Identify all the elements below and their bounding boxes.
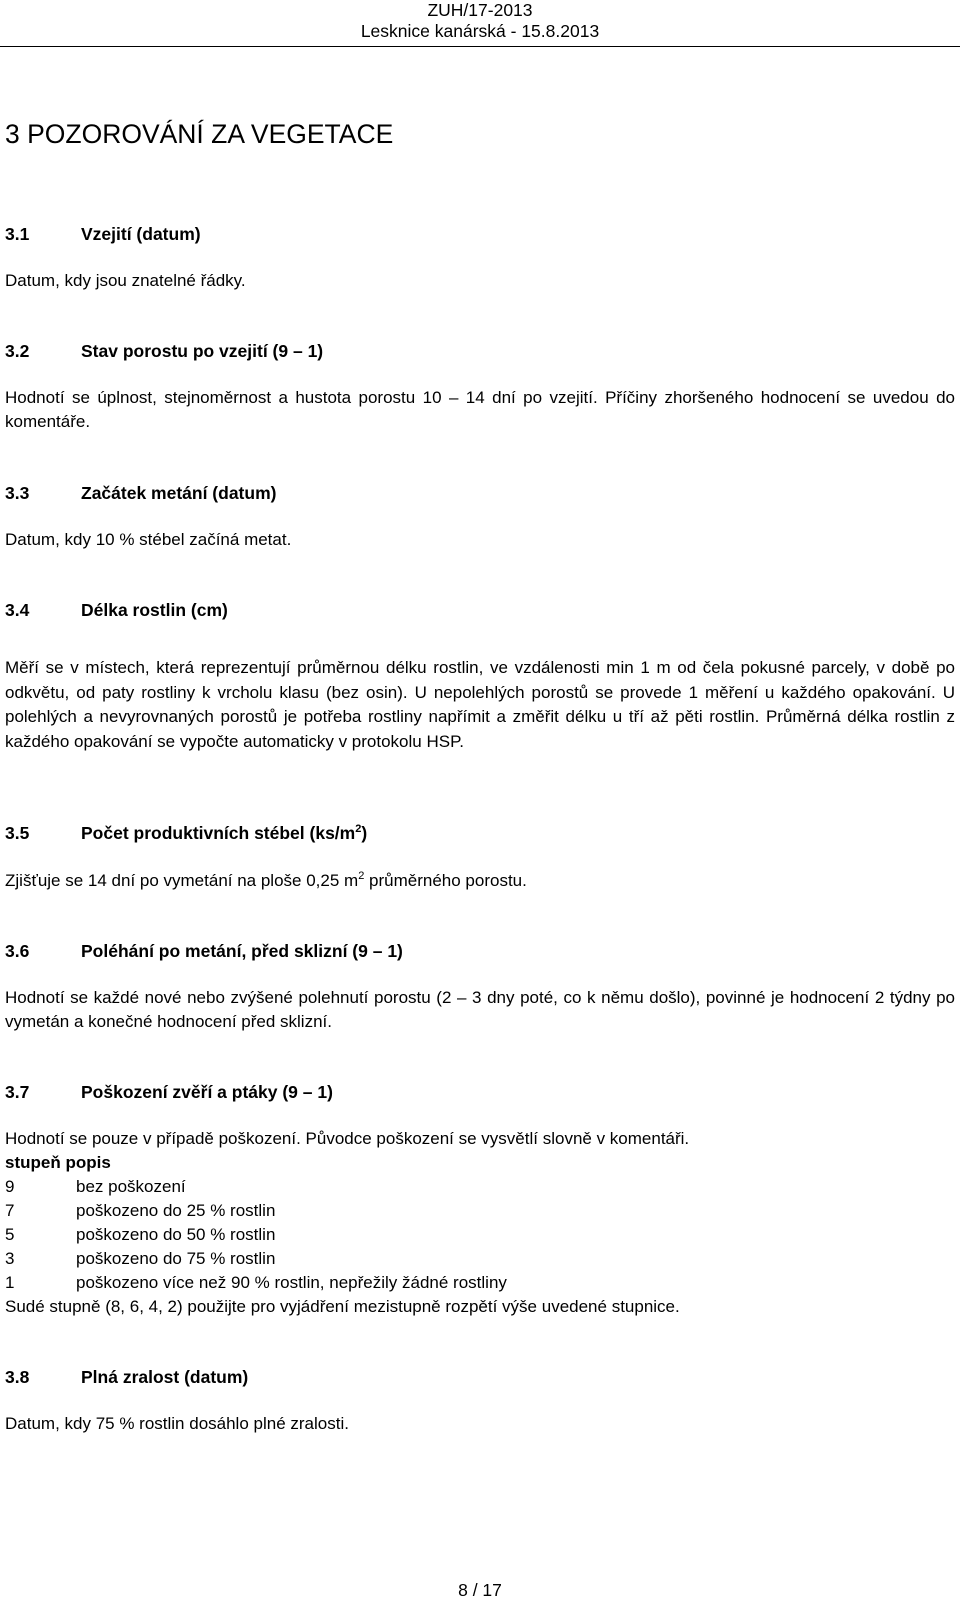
scale-note: Sudé stupně (8, 6, 4, 2) použijte pro vyjádření mezistupně rozpětí výše uvedené stupnice.: [5, 1297, 680, 1316]
scale-row: [5, 1199, 275, 1223]
section-heading-3-8: [5, 1365, 248, 1389]
section-title: Poléhání po metání, před sklizní (9 – 1): [81, 941, 403, 961]
section-text-3-2: Hodnotí se úplnost, stejnoměrnost a hustota porostu 10 – 14 dní po vzejití. Příčiny zhoršeného hodnocení se uvedou do komentáře.: [5, 388, 955, 431]
superscript: 2: [358, 870, 365, 882]
scale-row: [5, 1175, 186, 1199]
section-text-3-6: Hodnotí se každé nové nebo zvýšené polehnutí porostu (2 – 3 dny poté, co k němu došlo), povinné je hodnocení 2 týdny po vymetán a konečné hodnocení před sklizní.: [5, 988, 955, 1031]
section-number: 3.6: [5, 941, 30, 961]
scale-level: 1: [5, 1273, 15, 1292]
section-heading-3-2: [5, 339, 323, 363]
page-header: [0, 0, 960, 46]
scale-level: 3: [5, 1249, 15, 1268]
section-number: 3.1: [5, 224, 30, 244]
scale-desc: poškozeno do 75 % rostlin: [76, 1249, 276, 1268]
section-title: Poškození zvěří a ptáky (9 – 1): [81, 1082, 333, 1102]
section-title: Plná zralost (datum): [81, 1367, 249, 1387]
chapter-title: 3 POZOROVÁNÍ ZA VEGETACE: [5, 119, 394, 149]
section-number: 3.3: [5, 483, 30, 503]
scale-row: [5, 1271, 507, 1295]
scale-level: 9: [5, 1177, 15, 1196]
scale-row: [5, 1247, 275, 1271]
section-heading-3-7: [5, 1080, 333, 1104]
document-id: ZUH/17-2013: [427, 0, 533, 20]
scale-level: 5: [5, 1225, 15, 1244]
scale-desc: poškozeno do 25 % rostlin: [76, 1201, 276, 1220]
scale-desc: poškozeno do 50 % rostlin: [76, 1225, 276, 1244]
scale-level: 7: [5, 1201, 15, 1220]
section-text-3-1: Datum, kdy jsou znatelné řádky.: [5, 271, 246, 290]
section-title: Vzejití (datum): [81, 224, 201, 244]
scale-desc: poškozeno více než 90 % rostlin, nepřežily žádné rostliny: [76, 1273, 507, 1292]
section-title-end: ): [361, 823, 368, 843]
section-text-3-4: Měří se v místech, která reprezentují průměrnou délku rostlin, ve vzdálenosti min 1 m od čela pokusné parcely, v době po odkvětu, od paty rostliny k vrcholu klasu (bez osin). U nepolehlých porostů se provede 1 měření u každého opakování. U polehlých a nevyrovnaných porostů je potřeba rostliny napřímit a změřit délku u tří až pěti rostlin. Průměrná délka rostlin z každého opakování se vypočte automaticky v protokolu HSP.: [5, 658, 955, 751]
section-number: 3.8: [5, 1367, 30, 1387]
scale-row: [5, 1223, 275, 1247]
superscript: 2: [355, 823, 362, 835]
section-text-end: průměrného porostu.: [364, 871, 527, 890]
section-title: Počet produktivních stébel (ks/m: [81, 823, 356, 843]
section-title: Délka rostlin (cm): [81, 600, 228, 620]
section-number: 3.2: [5, 341, 30, 361]
section-text-3-7: Hodnotí se pouze v případě poškození. Původce poškození se vysvětlí slovně v komentáři.: [5, 1129, 690, 1148]
section-title: Začátek metání (datum): [81, 483, 277, 503]
scale-desc: bez poškození: [76, 1177, 186, 1196]
page-number: 8 / 17: [458, 1580, 502, 1600]
section-heading-3-3: [5, 481, 276, 505]
section-heading-3-4: [5, 598, 228, 622]
document-subtitle: Lesknice kanárská - 15.8.2013: [360, 21, 600, 41]
section-number: 3.7: [5, 1082, 30, 1102]
section-text-3-3: Datum, kdy 10 % stébel začíná metat.: [5, 530, 292, 549]
scale-header: stupeň popis: [5, 1153, 111, 1172]
section-text: Zjišťuje se 14 dní po vymetání na ploše 0,25 m: [5, 871, 359, 890]
section-heading-3-6: [5, 939, 403, 963]
header-divider: [0, 46, 960, 47]
section-heading-3-5: [5, 821, 367, 845]
section-text-3-8: Datum, kdy 75 % rostlin dosáhlo plné zralosti.: [5, 1414, 349, 1433]
section-text-3-5: [5, 869, 527, 893]
section-title: Stav porostu po vzejití (9 – 1): [81, 341, 324, 361]
section-heading-3-1: [5, 222, 201, 246]
section-number: 3.4: [5, 600, 30, 620]
section-number: 3.5: [5, 823, 30, 843]
